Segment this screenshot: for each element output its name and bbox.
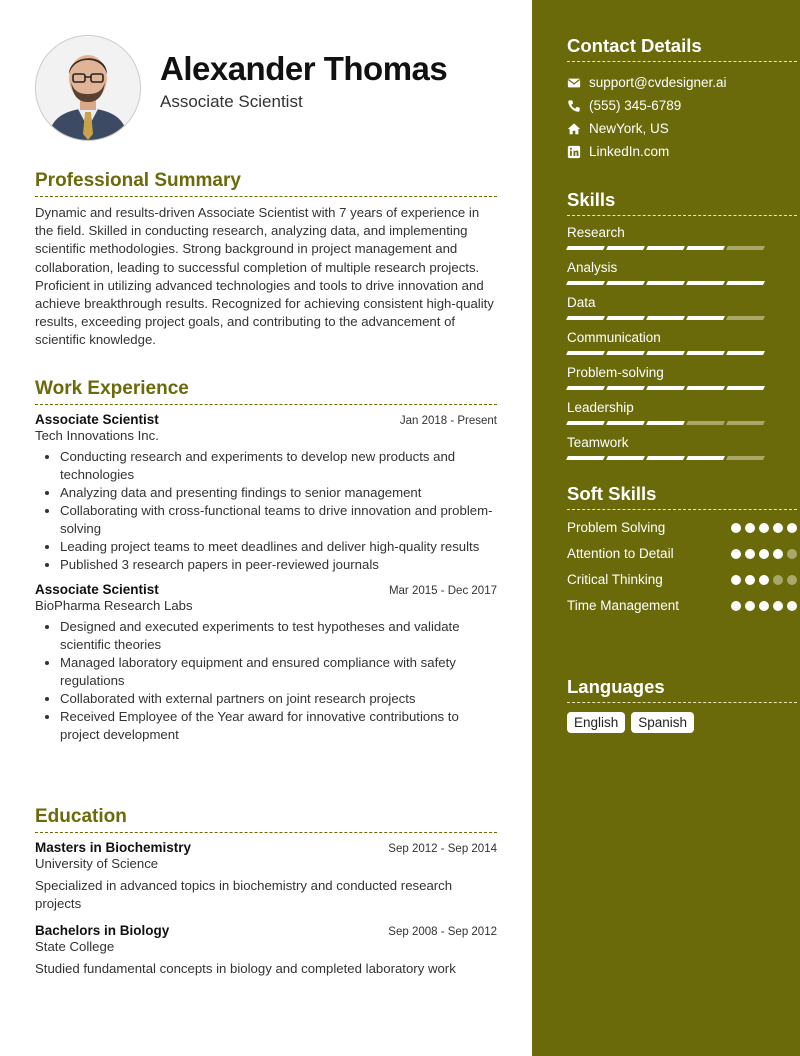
rating-dot [745,549,755,559]
summary-text: Dynamic and results-driven Associate Scientist with 7 years of experience in the field. Skilled in conducting research, analyzing data, and implementing scientific methodologies. Strong background in project management and collaboration, leading to successful completion of multiple research projects. Proficient in utilizing advanced technologies and tools to drive innovation and achieve breakthrough results. Recognized for achieving consistent high-quality results, exceeding project goals, and contributing to the advancement of scientific knowledge. [35,205,494,348]
degree: Bachelors in Biology [35,923,170,938]
soft-skill-rating [731,597,797,611]
skill-level-segment [646,351,685,355]
contact-linkedin-text: LinkedIn.com [589,144,670,159]
job-bullet: • Managed laboratory equipment and ensured compliance with safety regulations [60,654,497,690]
contact-phone[interactable] [567,94,797,117]
skill-level-segment [726,386,765,390]
rating-dot [759,601,769,611]
rating-dot [787,575,797,585]
education-entry [35,923,497,978]
soft-skill-rating [731,519,797,533]
job-dates: Mar 2015 - Dec 2017 [388,585,497,597]
skill-level-segment [606,246,645,250]
job-entry [35,412,497,574]
soft-skills-section [567,483,797,623]
skill-name: Leadership [567,400,634,415]
job-bullet: • Received Employee of the Year award for innovative contributions to project development [60,708,497,744]
education-dates: Sep 2008 - Sep 2012 [388,926,497,938]
rating-dot [731,549,741,559]
skill-item [567,260,797,285]
skill-level-segment [566,421,605,425]
envelope-icon [567,76,581,90]
skill-level-bar [567,281,797,285]
skill-level-segment [606,351,645,355]
job-dates: Jan 2018 - Present [399,415,497,427]
job-role: Associate Scientist [35,412,159,427]
skill-name: Problem-solving [567,365,664,380]
summary-section [35,170,497,350]
language-badge: Spanish [631,712,694,733]
skills-list [567,225,797,460]
language-badge: English [567,712,625,733]
soft-skill-name: Time Management [567,598,680,613]
skill-level-segment [566,316,605,320]
skill-level-bar [567,316,797,320]
sidebar [532,0,800,1056]
job-bullet: • Designed and executed experiments to test hypotheses and validate scientific theories [60,618,497,654]
soft-skills-heading: Soft Skills [567,483,797,510]
skill-level-segment [726,351,765,355]
job-bullet: • Published 3 research papers in peer-reviewed journals [60,556,497,574]
soft-skill-name: Critical Thinking [567,572,663,587]
job-bullet: • Conducting research and experiments to develop new products and technologies [60,448,497,484]
soft-skill-name: Problem Solving [567,520,666,535]
skill-level-segment [646,456,685,460]
languages-section [567,676,797,733]
school: University of Science [35,856,159,871]
job-bullet: • Collaborated with external partners on joint research projects [60,690,497,708]
education-description: Studied fundamental concepts in biology and completed laboratory work [35,961,456,976]
education-heading: Education [35,806,497,833]
soft-skill-item [567,545,797,563]
languages-heading: Languages [567,676,797,703]
soft-skill-item [567,519,797,537]
skills-section [567,189,797,470]
skill-level-segment [566,246,605,250]
skill-level-bar [567,386,797,390]
experience-section [35,378,497,744]
skill-level-segment [686,456,725,460]
rating-dot [787,549,797,559]
skill-item [567,330,797,355]
contact-email[interactable] [567,71,797,94]
skill-level-segment [686,246,725,250]
contact-section [567,35,797,163]
job-entry [35,582,497,744]
rating-dot [773,575,783,585]
profile-photo [36,36,140,140]
skill-level-segment [646,316,685,320]
skill-item [567,400,797,425]
skill-level-segment [646,386,685,390]
skill-level-bar [567,246,797,250]
rating-dot [745,601,755,611]
skill-level-segment [566,456,605,460]
rating-dot [759,523,769,533]
skill-level-segment [566,281,605,285]
rating-dot [731,601,741,611]
soft-skill-rating [731,571,797,585]
skill-name: Research [567,225,625,240]
job-bullets [35,618,497,744]
contact-email-text: support@cvdesigner.ai [589,75,727,90]
skill-item [567,365,797,390]
phone-icon [567,99,581,113]
education-description: Specialized in advanced topics in biochemistry and conducted research projects [35,878,453,911]
rating-dot [773,549,783,559]
skills-heading: Skills [567,189,797,216]
skill-level-segment [686,281,725,285]
contact-linkedin[interactable] [567,140,797,163]
skill-level-segment [606,456,645,460]
skill-name: Communication [567,330,661,345]
rating-dot [787,523,797,533]
candidate-name: Alexander Thomas [160,50,448,87]
skill-level-segment [606,421,645,425]
skill-level-segment [726,316,765,320]
skill-level-segment [726,246,765,250]
summary-heading: Professional Summary [35,170,497,197]
skill-level-segment [606,316,645,320]
skill-item [567,225,797,250]
contact-phone-text: (555) 345-6789 [589,98,682,113]
education-dates: Sep 2012 - Sep 2014 [388,843,497,855]
job-bullet: • Collaborating with cross-functional teams to drive innovation and problem-solving [60,502,497,538]
education-section [35,806,497,978]
soft-skill-name: Attention to Detail [567,546,674,561]
skill-level-bar [567,421,797,425]
skill-name: Data [567,295,596,310]
soft-skill-item [567,597,797,615]
skill-name: Teamwork [567,435,629,450]
soft-skill-rating [731,545,797,559]
school: State College [35,939,115,954]
skill-level-segment [646,246,685,250]
candidate-title: Associate Scientist [160,92,303,111]
rating-dot [731,523,741,533]
skill-level-bar [567,456,797,460]
soft-skills-list [567,519,797,615]
skill-item [567,295,797,320]
rating-dot [745,575,755,585]
skill-name: Analysis [567,260,618,275]
skill-level-segment [646,421,685,425]
languages-list [567,712,797,733]
skill-level-segment [686,351,725,355]
skill-item [567,435,797,460]
skill-level-segment [726,421,765,425]
skill-level-segment [606,386,645,390]
skill-level-segment [686,386,725,390]
skill-level-segment [686,316,725,320]
contact-location [567,117,797,140]
linkedin-icon [567,145,581,159]
contact-location-text: NewYork, US [589,121,669,136]
rating-dot [731,575,741,585]
skill-level-segment [566,386,605,390]
skill-level-segment [686,421,725,425]
experience-heading: Work Experience [35,378,497,405]
rating-dot [759,575,769,585]
job-company: Tech Innovations Inc. [35,428,159,443]
job-role: Associate Scientist [35,582,159,597]
skill-level-segment [726,281,765,285]
job-bullets [35,448,497,574]
degree: Masters in Biochemistry [35,840,192,855]
job-bullet: • Analyzing data and presenting findings to senior management [60,484,497,502]
contact-heading: Contact Details [567,35,797,62]
rating-dot [773,601,783,611]
skill-level-segment [646,281,685,285]
soft-skill-item [567,571,797,589]
rating-dot [745,523,755,533]
skill-level-segment [566,351,605,355]
home-icon [567,122,581,136]
job-company: BioPharma Research Labs [35,598,193,613]
rating-dot [759,549,769,559]
rating-dot [773,523,783,533]
job-bullet: • Leading project teams to meet deadlines and deliver high-quality results [60,538,497,556]
skill-level-segment [726,456,765,460]
rating-dot [787,601,797,611]
avatar [35,35,141,141]
skill-level-bar [567,351,797,355]
education-entry [35,840,497,913]
skill-level-segment [606,281,645,285]
